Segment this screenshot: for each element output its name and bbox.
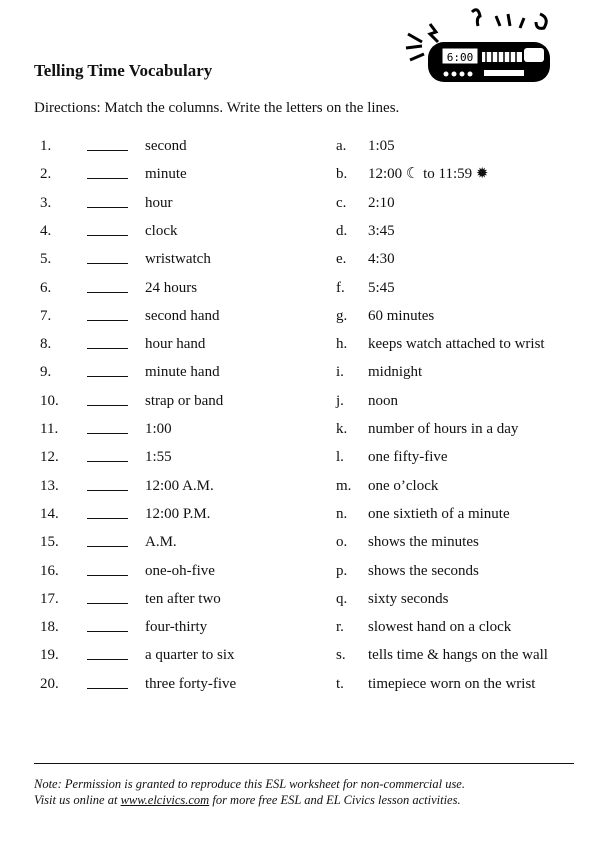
vocabulary-term: wristwatch: [145, 251, 211, 268]
definition-letter: m.: [336, 477, 352, 494]
definition-text: one o’clock: [368, 477, 439, 494]
vocabulary-term: hour hand: [145, 336, 206, 353]
item-number: 2.: [40, 166, 52, 183]
vocabulary-term: three forty-five: [145, 675, 237, 692]
definition-text: sixty seconds: [368, 590, 449, 607]
item-number: 15.: [40, 534, 59, 551]
definition-text: keeps watch attached to wrist: [368, 336, 545, 353]
footer-line-2: Visit us online at www.elcivics.com for more free ESL and EL Civics lesson activities.: [34, 793, 461, 807]
definition-text: 3:45: [368, 222, 395, 239]
vocabulary-term: one-oh-five: [145, 562, 215, 579]
item-number: 4.: [40, 222, 52, 239]
vocabulary-term: four-thirty: [145, 619, 208, 636]
definition-letter: e.: [336, 251, 347, 268]
vocabulary-term: ten after two: [145, 590, 221, 607]
item-number: 6.: [40, 279, 52, 296]
answer-blank[interactable]: [87, 617, 128, 632]
definition-letter: g.: [336, 307, 348, 324]
item-number: 18.: [40, 619, 59, 636]
definition-text: one fifty-five: [368, 449, 448, 466]
item-number: 10.: [40, 392, 59, 409]
vocabulary-term: minute: [145, 166, 187, 183]
definition-text: shows the seconds: [368, 562, 479, 579]
answer-blank[interactable]: [87, 278, 128, 293]
item-number: 12.: [40, 449, 59, 466]
answer-blank[interactable]: [87, 561, 128, 576]
definition-letter: a.: [336, 138, 347, 154]
item-number: 20.: [40, 675, 59, 692]
definition-letter: t.: [336, 675, 344, 692]
item-number: 5.: [40, 251, 52, 268]
vocabulary-term: 1:00: [145, 421, 172, 437]
definition-letter: s.: [336, 647, 346, 664]
vocabulary-term: second: [145, 138, 187, 154]
definition-text: slowest hand on a clock: [368, 619, 512, 636]
definition-letter: h.: [336, 336, 348, 353]
definition-text: shows the minutes: [368, 534, 479, 551]
vocabulary-term: 1:55: [145, 449, 172, 466]
definition-text: noon: [368, 392, 398, 409]
definition-letter: l.: [336, 449, 344, 466]
answer-blank[interactable]: [87, 193, 128, 208]
vocabulary-term: strap or band: [145, 392, 224, 409]
directions: Directions: Match the columns. Write the letters on the lines.: [34, 100, 400, 116]
definition-text: timepiece worn on the wrist: [368, 675, 536, 692]
vocabulary-term: 24 hours: [145, 279, 198, 296]
footer-divider: [34, 763, 574, 764]
definition-text: 1:05: [368, 138, 395, 154]
definition-letter: k.: [336, 421, 348, 437]
footer-line-1: Note: Permission is granted to reproduce this ESL worksheet for non-commercial use.: [34, 777, 465, 791]
definition-text: midnight: [368, 364, 423, 381]
item-number: 7.: [40, 307, 52, 324]
vocabulary-term: clock: [145, 222, 178, 239]
definition-text: one sixtieth of a minute: [368, 505, 510, 522]
answer-blank[interactable]: [87, 504, 128, 519]
definition-letter: p.: [336, 562, 348, 579]
definition-letter: r.: [336, 619, 344, 636]
vocabulary-term: 12:00 P.M.: [145, 505, 211, 522]
item-number: 19.: [40, 647, 59, 664]
definition-letter: o.: [336, 534, 348, 551]
definition-text: 12:00 ☾ to 11:59 ✹: [368, 166, 489, 183]
answer-blank[interactable]: [87, 362, 128, 377]
definition-letter: b.: [336, 166, 348, 183]
answer-blank[interactable]: [87, 164, 128, 179]
worksheet-title: Telling Time Vocabulary: [34, 61, 213, 80]
definition-text: 5:45: [368, 279, 395, 296]
definition-letter: c.: [336, 194, 347, 211]
item-number: 13.: [40, 477, 59, 494]
answer-blank[interactable]: [87, 476, 128, 491]
definition-text: 60 minutes: [368, 307, 435, 324]
answer-blank[interactable]: [87, 306, 128, 321]
answer-blank[interactable]: [87, 447, 128, 462]
answer-blank[interactable]: [87, 589, 128, 604]
clock-display: 6:00: [446, 51, 474, 64]
definition-letter: n.: [336, 505, 348, 522]
item-number: 11.: [40, 421, 59, 437]
alarm-clock-icon: [400, 4, 560, 90]
answer-blank[interactable]: [87, 532, 128, 547]
definition-letter: f.: [336, 279, 345, 296]
vocabulary-term: hour: [145, 194, 173, 211]
answer-blank[interactable]: [87, 249, 128, 264]
vocabulary-term: a quarter to six: [145, 647, 235, 664]
answer-blank[interactable]: [87, 391, 128, 406]
definition-text: number of hours in a day: [368, 421, 519, 437]
definition-text: tells time & hangs on the wall: [368, 647, 548, 664]
website-link[interactable]: www.elcivics.com: [120, 793, 210, 807]
definition-letter: q.: [336, 590, 348, 607]
vocabulary-term: 12:00 A.M.: [145, 477, 214, 494]
answer-blank[interactable]: [87, 221, 128, 236]
vocabulary-term: A.M.: [145, 534, 177, 551]
answer-blank[interactable]: [87, 334, 128, 349]
answer-blank[interactable]: [87, 419, 128, 434]
footer-note: [34, 776, 465, 808]
item-number: 17.: [40, 590, 59, 607]
answer-blank[interactable]: [87, 645, 128, 660]
item-number: 8.: [40, 336, 52, 353]
item-number: 1.: [40, 138, 52, 154]
item-number: 3.: [40, 194, 52, 211]
answer-blank[interactable]: [87, 674, 128, 689]
item-number: 14.: [40, 505, 59, 522]
definition-text: 2:10: [368, 194, 395, 211]
answer-blank[interactable]: [87, 136, 128, 151]
definition-letter: d.: [336, 222, 348, 239]
vocabulary-term: minute hand: [145, 364, 220, 381]
item-number: 9.: [40, 364, 52, 381]
definition-letter: i.: [336, 364, 344, 381]
definition-text: 4:30: [368, 251, 395, 268]
definition-letter: j.: [336, 392, 344, 409]
item-number: 16.: [40, 562, 59, 579]
vocabulary-term: second hand: [145, 307, 220, 324]
